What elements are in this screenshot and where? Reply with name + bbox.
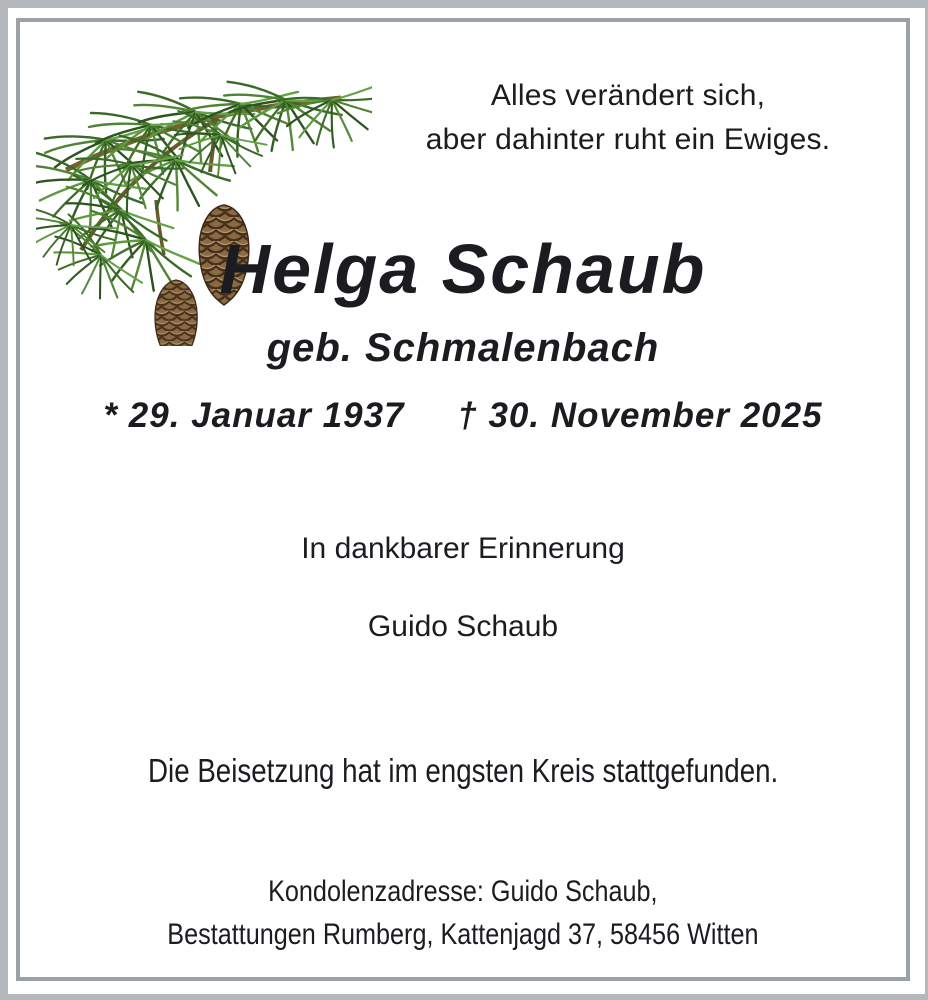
maiden-name: geb. Schmalenbach — [266, 326, 660, 370]
condolence-line-1: Kondolenzadresse: Guido Schaub, — [268, 874, 658, 908]
condolence-address — [20, 870, 906, 957]
memorial-card — [16, 18, 910, 981]
epigraph — [368, 74, 888, 161]
epigraph-line-1: Alles verändert sich, — [490, 79, 766, 112]
notice-text-column — [20, 74, 906, 957]
birth-date: * 29. Januar 1937 — [103, 396, 405, 435]
death-date: † 30. November 2025 — [457, 396, 823, 435]
condolence-line-2: Bestattungen Rumberg, Kattenjagd 37, 58456 Witten — [167, 918, 759, 952]
burial-note-text: Die Beisetzung hat im engsten Kreis stattgefunden. — [147, 751, 779, 789]
epigraph-line-2: aber dahinter ruht ein Ewiges. — [425, 122, 831, 156]
deceased-name: Helga Schaub — [219, 230, 707, 308]
burial-note — [20, 748, 906, 794]
remembrance-line: In dankbarer Erinnerung — [301, 531, 625, 565]
mourner-name: Guido Schaub — [367, 609, 559, 643]
life-dates — [20, 394, 906, 438]
